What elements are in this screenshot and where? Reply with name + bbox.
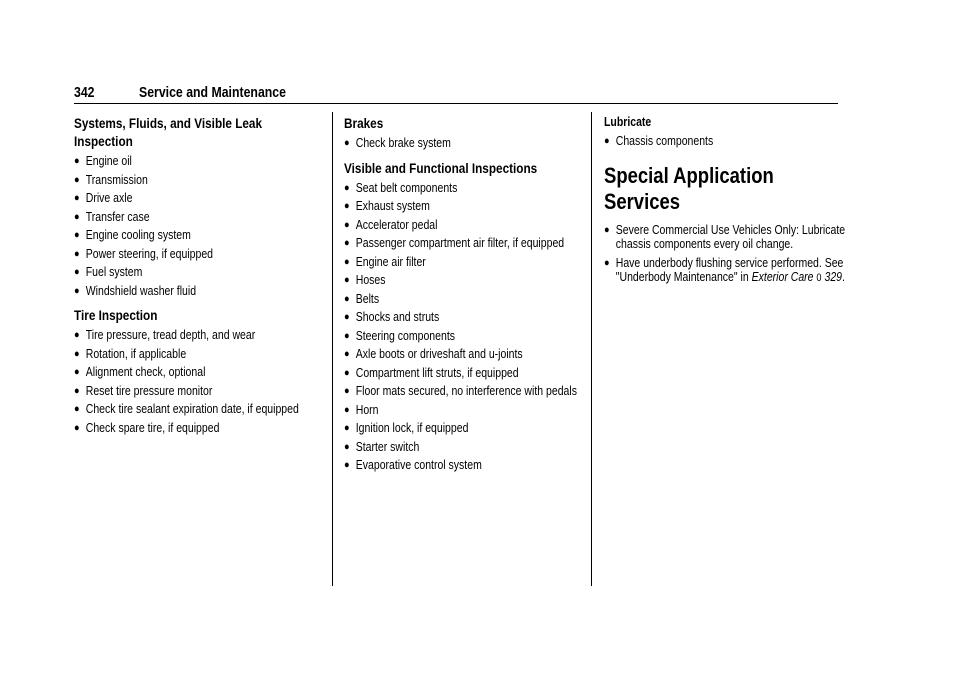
list-lubricate [604,134,849,149]
item-text: Fuel system [85,265,143,279]
item-text: Evaporative control system [355,458,482,472]
item-text: Windshield washer fluid [85,283,197,298]
list-item [344,310,589,325]
bullet-icon: ● [344,181,350,194]
bullet-icon: ● [344,218,350,231]
heading-brakes: Brakes [344,115,384,131]
page-number: 342 [74,84,95,101]
bullet-icon: ● [344,329,350,342]
list-item [344,199,589,214]
heading-special-services: Special Application Services [604,162,774,214]
item-text: Have underbody flushing service performed. See "Underbody Maintenance" in [615,255,844,284]
column-divider [332,112,333,586]
column-3 [604,114,849,294]
item-text: Shocks and struts [355,310,440,324]
item-text: Transfer case [85,209,150,224]
column-1 [74,114,319,443]
bullet-icon: ● [74,347,80,360]
list-item [344,136,589,151]
list-special-services [604,223,849,286]
item-text: Check spare tire, if equipped [85,420,220,435]
list-item [74,347,319,362]
item-text: Rotation, if applicable [85,346,187,361]
item-text: Transmission [85,172,148,187]
list-item [74,173,319,188]
bullet-icon: ● [604,223,610,236]
page-ref-arrow-icon: 0 [816,272,822,284]
bullet-icon: ● [344,137,350,149]
bullet-icon: ● [344,311,350,323]
bullet-icon: ● [74,403,80,415]
list-item [344,458,589,473]
item-text: Ignition lock, if equipped [355,421,469,435]
list-item [74,247,319,262]
bullet-icon: ● [74,366,80,378]
list-tire-inspection [74,328,319,435]
item-text: Chassis components [615,134,714,148]
list-item [344,366,589,381]
bullet-icon: ● [344,274,350,286]
bullet-icon: ● [74,247,80,260]
heading-lubricate: Lubricate [604,115,652,129]
item-text: Check tire sealant expiration date, if equipped [85,402,299,416]
list-item [74,365,319,380]
list-item [344,273,589,288]
bullet-icon: ● [344,385,350,397]
item-text: Severe Commercial Use Vehicles Only: Lubricate chassis components every oil change. [615,222,846,251]
cross-reference-link[interactable]: Exterior Care [751,270,814,284]
item-end: . [842,270,845,284]
list-item [344,403,589,418]
bullet-icon: ● [344,237,350,249]
item-text: Steering components [355,328,455,343]
item-text: Engine cooling system [85,228,191,242]
bullet-icon: ● [74,192,80,204]
list-item [344,329,589,344]
bullet-icon: ● [74,284,80,297]
bullet-icon: ● [344,348,350,360]
list-item [344,440,589,455]
item-text: Engine oil [85,154,132,168]
item-text: Exhaust system [355,199,430,213]
list-item [344,347,589,362]
heading-systems-fluids: Systems, Fluids, and Visible Leak Inspection [74,115,263,149]
item-text: Horn [355,402,379,417]
list-item [344,236,589,251]
item-text: Power steering, if equipped [85,246,214,261]
list-item [344,255,589,270]
item-text: Starter switch [355,439,420,454]
item-text: Accelerator pedal [355,217,438,232]
list-item [74,154,319,169]
bullet-icon: ● [344,440,350,453]
bullet-icon: ● [74,329,80,341]
list-item [74,191,319,206]
list-item [344,292,589,307]
bullet-icon: ● [74,173,80,186]
bullet-icon: ● [604,135,610,147]
bullet-icon: ● [344,292,350,305]
list-item [74,402,319,417]
page-reference[interactable]: 329 [824,270,843,284]
page-header [74,82,838,104]
bullet-icon: ● [74,421,80,434]
list-item [74,284,319,299]
bullet-icon: ● [344,459,350,471]
bullet-icon: ● [74,229,80,241]
item-text: Compartment lift struts, if equipped [355,365,519,380]
bullet-icon: ● [344,422,350,434]
item-text: Hoses [355,273,386,287]
list-item [604,256,849,286]
list-item [344,384,589,399]
section-title: Service and Maintenance [139,84,286,101]
list-item [344,421,589,436]
bullet-icon: ● [344,366,350,379]
item-text: Belts [355,291,380,306]
item-text: Alignment check, optional [85,365,206,379]
list-item [344,181,589,196]
bullet-icon: ● [74,210,80,223]
heading-visible-functional: Visible and Functional Inspections [344,159,538,176]
item-text: Drive axle [85,191,133,205]
list-item [74,265,319,280]
list-item [604,134,849,149]
list-systems-fluids [74,154,319,298]
bullet-icon: ● [344,200,350,212]
item-text: Passenger compartment air filter, if equipped [355,236,565,250]
item-text: Seat belt components [355,180,458,195]
list-item [344,218,589,233]
column-2 [344,114,589,481]
item-text: Tire pressure, tread depth, and wear [85,328,256,342]
bullet-icon: ● [344,255,350,268]
heading-tire-inspection: Tire Inspection [74,307,158,323]
list-brakes [344,136,589,151]
list-item [74,328,319,343]
item-text: Engine air filter [355,254,426,269]
item-text: Check brake system [355,136,451,150]
list-item [74,384,319,399]
column-divider [591,112,592,586]
item-text: Floor mats secured, no interference with pedals [355,384,577,398]
list-item [74,210,319,225]
bullet-icon: ● [344,403,350,416]
bullet-icon: ● [74,155,80,167]
bullet-icon: ● [74,266,80,278]
list-item [604,223,849,252]
list-item [74,228,319,243]
bullet-icon: ● [74,384,80,397]
bullet-icon: ● [604,256,610,269]
list-item [74,421,319,436]
item-text: Axle boots or driveshaft and u-joints [355,347,523,361]
item-text: Reset tire pressure monitor [85,383,213,398]
list-visible-functional [344,181,589,473]
